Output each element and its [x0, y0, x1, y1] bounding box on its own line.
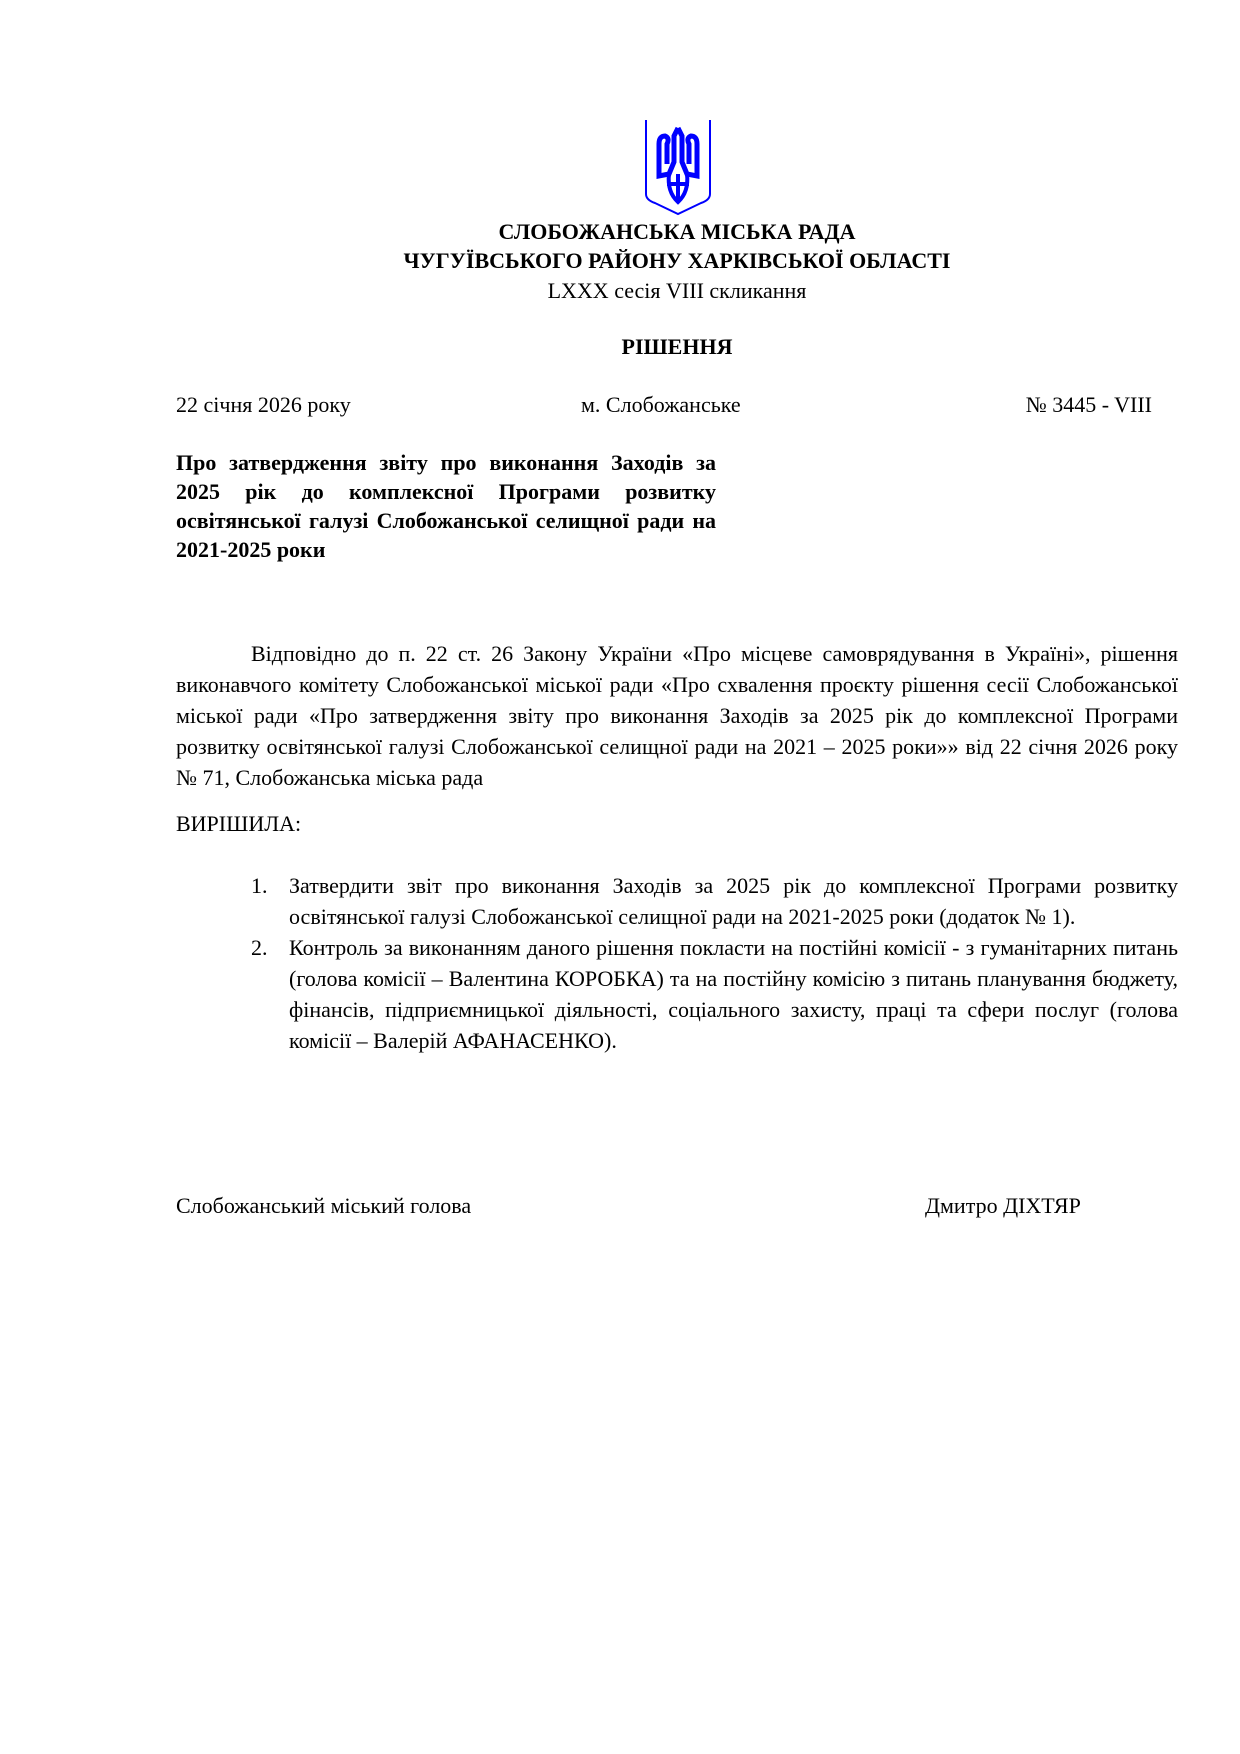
preamble: [176, 638, 1178, 793]
document-type: РІШЕННЯ: [621, 334, 733, 359]
document-title: Про затвердження звіту про виконання Заходів за 2025 рік до комплексної Програми розвитку освітянської галузі Слобожанської селищної ради на 2021-2025 роки: [176, 450, 716, 562]
resolution-list: [176, 870, 1178, 1056]
document-meta: [176, 392, 1152, 422]
list-item: [176, 870, 1178, 932]
item-text: Затвердити звіт про виконання Заходів за 2025 рік до комплексної Програми розвитку освітянської галузі Слобожанської селищної ради на 2021-2025 роки (додаток № 1).: [289, 873, 1178, 929]
document-place: м. Слобожанське: [581, 392, 741, 417]
org-name-line2: ЧУГУЇВСЬКОГО РАЙОНУ ХАРКІВСЬКОЇ ОБЛАСТІ: [403, 248, 951, 273]
coat-of-arms-icon: [643, 118, 713, 216]
session-label: LXXX сесія VIII скликання: [547, 278, 807, 303]
resolved-label: ВИРІШИЛА:: [176, 811, 302, 836]
item-number: 1.: [251, 873, 268, 898]
document-date: 22 січня 2026 року: [176, 392, 351, 417]
signature-name: Дмитро ДІХТЯР: [925, 1193, 1081, 1218]
item-text: Контроль за виконанням даного рішення покласти на постійні комісії - з гуманітарних питань (голова комісії – Валентина КОРОБКА) та на постійну комісію з питань планування бюджету, фінансів, підприємницької діяльності, соціального захисту, праці та сфери послуг (голова комісії – Валерій АФАНАСЕНКО).: [289, 935, 1178, 1053]
preamble-text: Відповідно до п. 22 ст. 26 Закону України «Про місцеве самоврядування в Україні», рішення виконавчого комітету Слобожанської міської ради «Про схвалення проєкту рішення сесії Слобожанської міської ради «Про затвердження звіту про виконання Заходів за 2025 рік до комплексної Програми розвитку освітянської галузі Слобожанської селищної ради на 2021 – 2025 роки»» від 22 січня 2026 року № 71, Слобожанська міська рада: [176, 641, 1178, 790]
org-name-line1: СЛОБОЖАНСЬКА МІСЬКА РАДА: [498, 219, 856, 244]
list-item: [176, 932, 1178, 1056]
signature-position: Слобожанський міський голова: [176, 1193, 472, 1218]
item-number: 2.: [251, 935, 268, 960]
document-number: № 3445 - VIII: [1025, 392, 1152, 417]
